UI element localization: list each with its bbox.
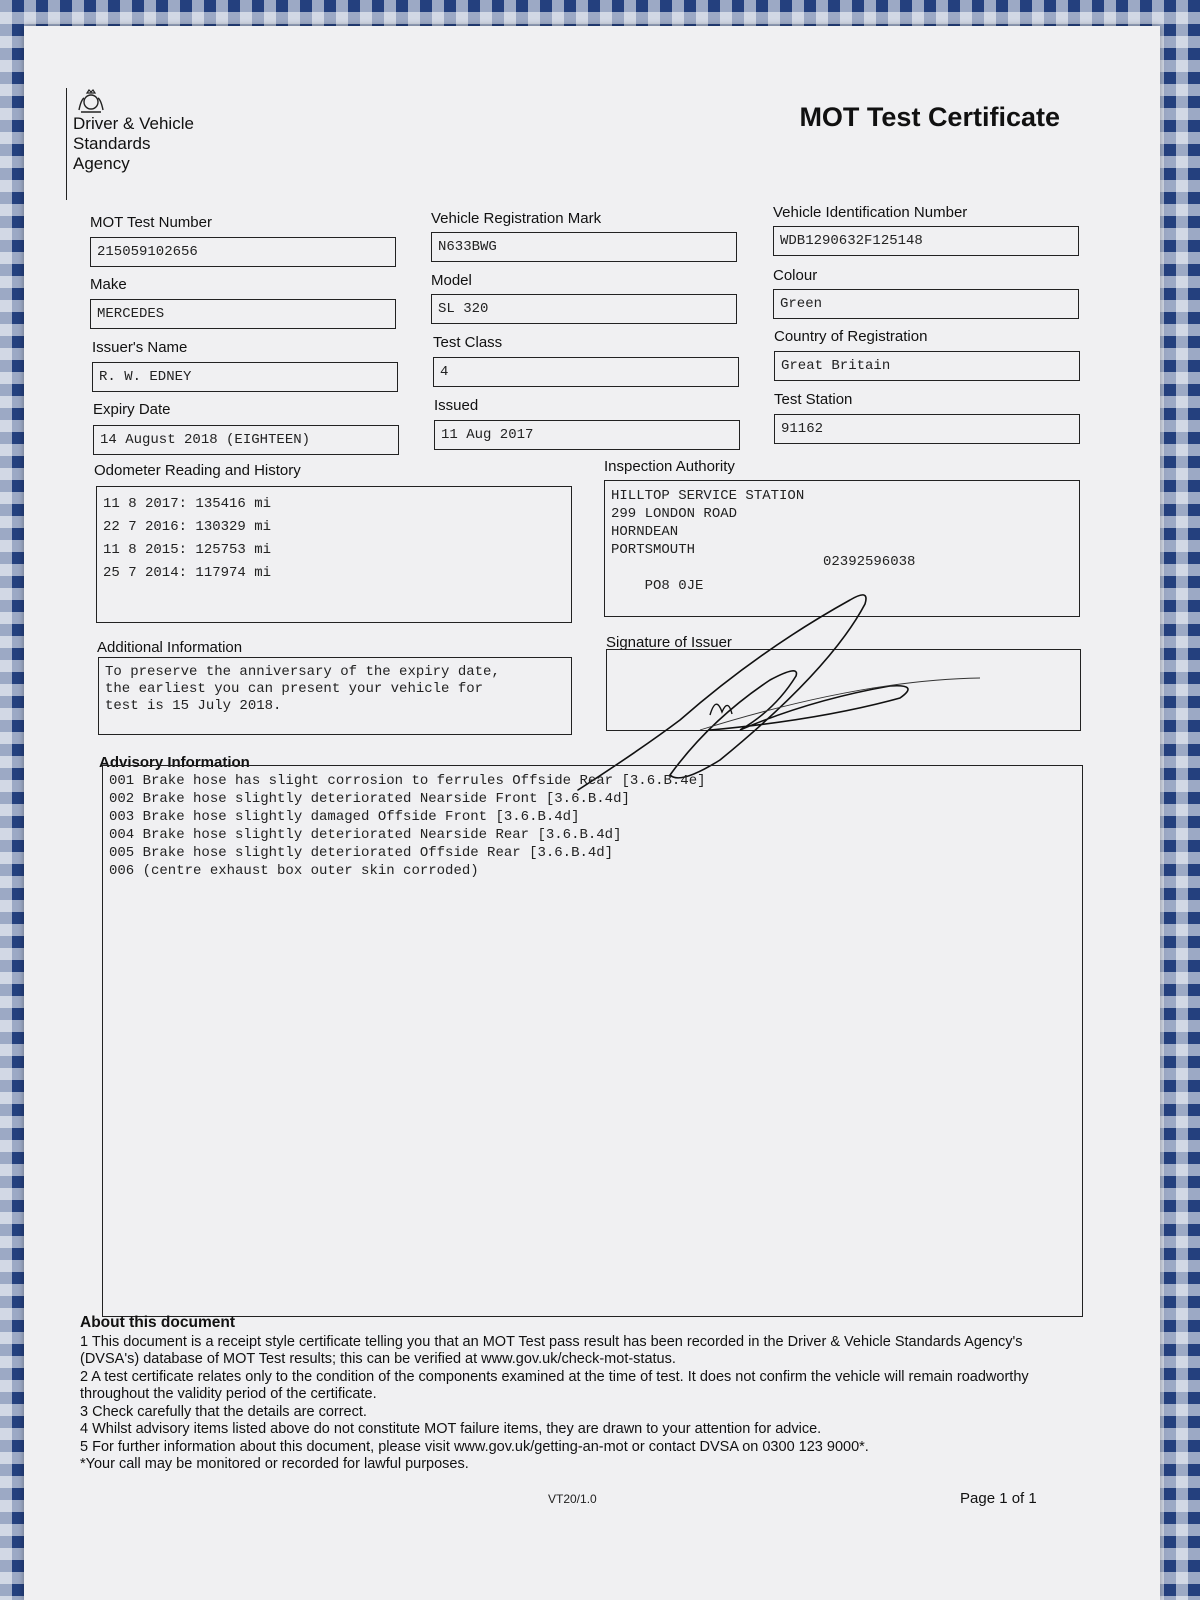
expiry-field: 14 August 2018 (EIGHTEEN) <box>93 425 399 455</box>
model-field: SL 320 <box>431 294 737 324</box>
agency-line: Driver & Vehicle <box>73 114 194 133</box>
model-label: Model <box>431 272 472 289</box>
expiry-label: Expiry Date <box>93 401 171 418</box>
issued-label: Issued <box>434 397 479 414</box>
country-label: Country of Registration <box>774 328 928 345</box>
address-line: HILLTOP SERVICE STATION <box>611 488 805 504</box>
advisory-box <box>102 765 1083 1317</box>
address-line: HORNDEAN <box>611 524 679 540</box>
inspection-authority-label: Inspection Authority <box>604 458 735 475</box>
about-section <box>80 1314 1080 1474</box>
odometer-label: Odometer Reading and History <box>94 462 301 479</box>
agency-line: Agency <box>73 154 130 173</box>
address-line: 299 LONDON ROAD <box>611 506 738 522</box>
signature-label: Signature of Issuer <box>606 634 732 651</box>
country-field: Great Britain <box>774 351 1080 381</box>
agency-logo <box>66 88 213 200</box>
about-item: 3 Check carefully that the details are correct. <box>80 1403 367 1420</box>
vin-field: WDB1290632F125148 <box>773 226 1079 256</box>
additional-info-label: Additional Information <box>97 639 243 656</box>
page-number: Page 1 of 1 <box>960 1490 1037 1507</box>
address-line: PORTSMOUTH <box>611 542 696 558</box>
odometer-entry: 11 8 2017: 135416 mi <box>103 496 272 512</box>
postcode: PO8 0JE <box>644 578 704 594</box>
vin-label: Vehicle Identification Number <box>773 204 968 221</box>
issuer-name-label: Issuer's Name <box>92 339 188 356</box>
advisory-item: 003 Brake hose slightly damaged Offside Front [3.6.B.4d] <box>109 809 580 825</box>
issued-field: 11 Aug 2017 <box>434 420 740 450</box>
additional-info-line: To preserve the anniversary of the expiry date, <box>105 664 500 680</box>
test-class-label: Test Class <box>433 334 503 351</box>
about-footnote: *Your call may be monitored or recorded for lawful purposes. <box>80 1456 469 1472</box>
about-item: 2 A test certificate relates only to the condition of the components examined at the time of test. It does not confirm the vehicle will remain roadworthy throughout the validity period of the certificate. <box>80 1368 1029 1402</box>
test-station-label: Test Station <box>774 391 853 408</box>
royal-crest-icon <box>75 88 107 114</box>
odometer-entry: 11 8 2015: 125753 mi <box>103 542 272 558</box>
advisory-item: 005 Brake hose slightly deteriorated Offside Rear [3.6.B.4d] <box>109 845 614 861</box>
odometer-history <box>96 486 572 623</box>
about-item: 1 This document is a receipt style certificate telling you that an MOT Test pass result has been recorded in the Driver & Vehicle Standards Agency's (DVSA's) database of MOT Test results; this can be verified at www.gov.uk/check-mot-status. <box>80 1333 1023 1367</box>
additional-info-box <box>98 657 572 735</box>
test-number-field: 215059102656 <box>90 237 396 267</box>
advisory-item: 001 Brake hose has slight corrosion to ferrules Offside Rear [3.6.B.4e] <box>109 773 706 789</box>
registration-label: Vehicle Registration Mark <box>431 210 602 227</box>
advisory-item: 004 Brake hose slightly deteriorated Nearside Rear [3.6.B.4d] <box>109 827 622 843</box>
about-item: 4 Whilst advisory items listed above do not constitute MOT failure items, they are drawn to your attention for advice. <box>80 1421 822 1437</box>
test-station-field: 91162 <box>774 414 1080 444</box>
registration-field: N633BWG <box>431 232 737 262</box>
document-title: MOT Test Certificate <box>799 102 1060 132</box>
make-label: Make <box>90 276 127 293</box>
issuer-name-field: R. W. EDNEY <box>92 362 398 392</box>
advisory-label: Advisory Information <box>99 754 250 771</box>
test-number-label: MOT Test Number <box>90 214 212 231</box>
make-field: MERCEDES <box>90 299 396 329</box>
test-class-field: 4 <box>433 357 739 387</box>
about-item: 5 For further information about this document, please visit www.gov.uk/getting-an-mot or contact DVSA on 0300 123 9000*. <box>80 1438 869 1455</box>
agency-line: Standards <box>73 134 151 153</box>
odometer-entry: 25 7 2014: 117974 mi <box>103 565 272 581</box>
form-code: VT20/1.0 <box>548 1492 597 1506</box>
about-title: About this document <box>80 1314 235 1331</box>
advisory-item: 002 Brake hose slightly deteriorated Nearside Front [3.6.B.4d] <box>109 791 630 807</box>
colour-field: Green <box>773 289 1079 319</box>
additional-info-line: test is 15 July 2018. <box>105 698 282 714</box>
additional-info-line: the earliest you can present your vehicle for <box>105 681 484 697</box>
colour-label: Colour <box>773 267 818 284</box>
agency-name <box>73 114 213 174</box>
advisory-item: 006 (centre exhaust box outer skin corroded) <box>109 863 479 879</box>
phone-number: 02392596038 <box>823 554 916 570</box>
odometer-entry: 22 7 2016: 130329 mi <box>103 519 272 535</box>
